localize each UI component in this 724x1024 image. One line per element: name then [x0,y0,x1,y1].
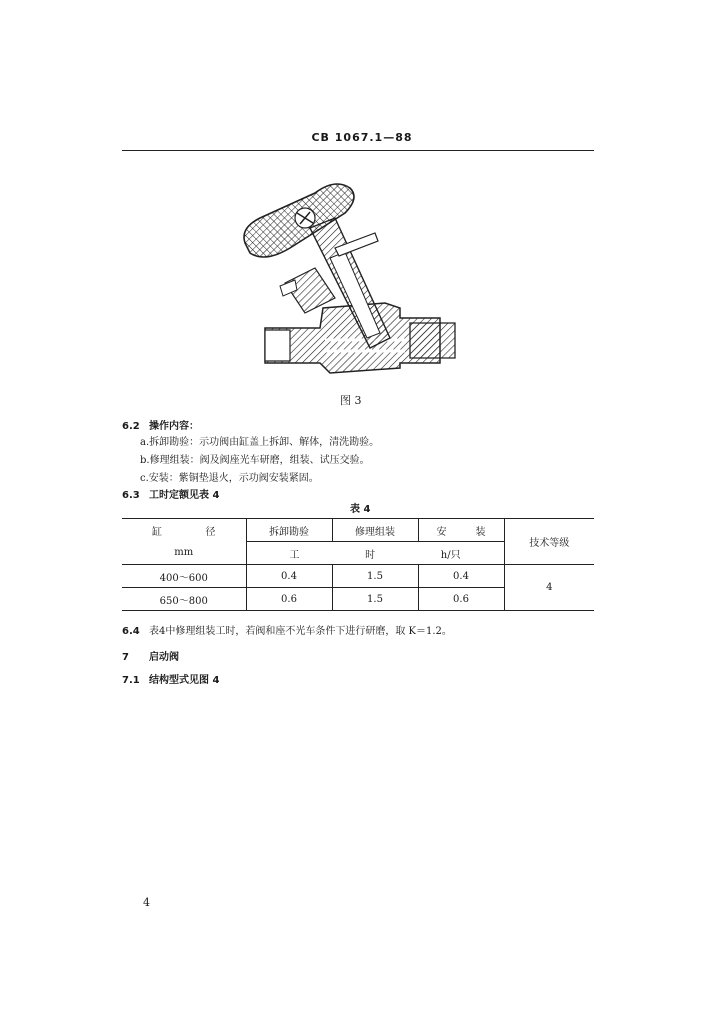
section-number: 7.1 [122,675,140,686]
figure-caption: 图 3 [340,394,362,407]
list-item: a.拆卸勘验：示功阀由缸盖上拆卸、解体，清洗勘验。 [140,437,380,448]
valve-drawing [235,168,475,383]
cell-repair: 1.5 [332,588,418,611]
cell-install: 0.6 [418,588,504,611]
list-item: b.修理组装：阀及阀座光车研磨，组装、试压交验。 [140,455,370,466]
header-unit-mm: mm [122,542,246,565]
section-title: 启动阀 [149,652,179,663]
cell-diameter: 400～600 [122,565,246,588]
worktime-label-a: 工 [289,549,300,561]
section-6-4 [122,622,452,637]
section-text: 表4中修理组装工时，若阀和座不光车条件下进行研磨，取 K＝1.2。 [149,626,452,637]
worktime-label-b: 时 [365,549,376,561]
section-7-1-heading [122,671,219,686]
cell-tech-grade: 4 [504,565,594,611]
section-7-heading [122,648,179,663]
header-disassembly: 拆卸勘验 [246,519,332,542]
section-title: 操作内容： [149,421,199,432]
header-diameter: 缸 径 [122,519,246,542]
header-repair: 修理组装 [332,519,418,542]
section-6-2-heading [122,417,199,432]
list-item: c.安装：紫铜垫退火，示功阀安装紧固。 [140,473,319,484]
cell-disassembly: 0.6 [246,588,332,611]
worktime-table [122,518,594,611]
worktime-unit: h/只 [440,549,461,561]
section-6-3-heading [122,486,219,501]
table-title: 表 4 [350,504,371,515]
section-number: 6.3 [122,490,140,501]
section-title: 结构型式见图 4 [149,675,220,686]
header-rule [122,150,594,151]
section-number: 7 [122,652,129,663]
page-number: 4 [143,896,150,909]
cell-disassembly: 0.4 [246,565,332,588]
header-install: 安 装 [418,519,504,542]
table-row [122,565,594,588]
section-number: 6.4 [122,626,140,637]
section-number: 6.2 [122,421,140,432]
cell-diameter: 650～800 [122,588,246,611]
cell-repair: 1.5 [332,565,418,588]
header-worktime [246,542,504,565]
section-title: 工时定额见表 4 [149,490,220,501]
cell-install: 0.4 [418,565,504,588]
header-tech-grade: 技术等级 [504,519,594,565]
standard-code: CB 1067.1—88 [311,131,413,144]
